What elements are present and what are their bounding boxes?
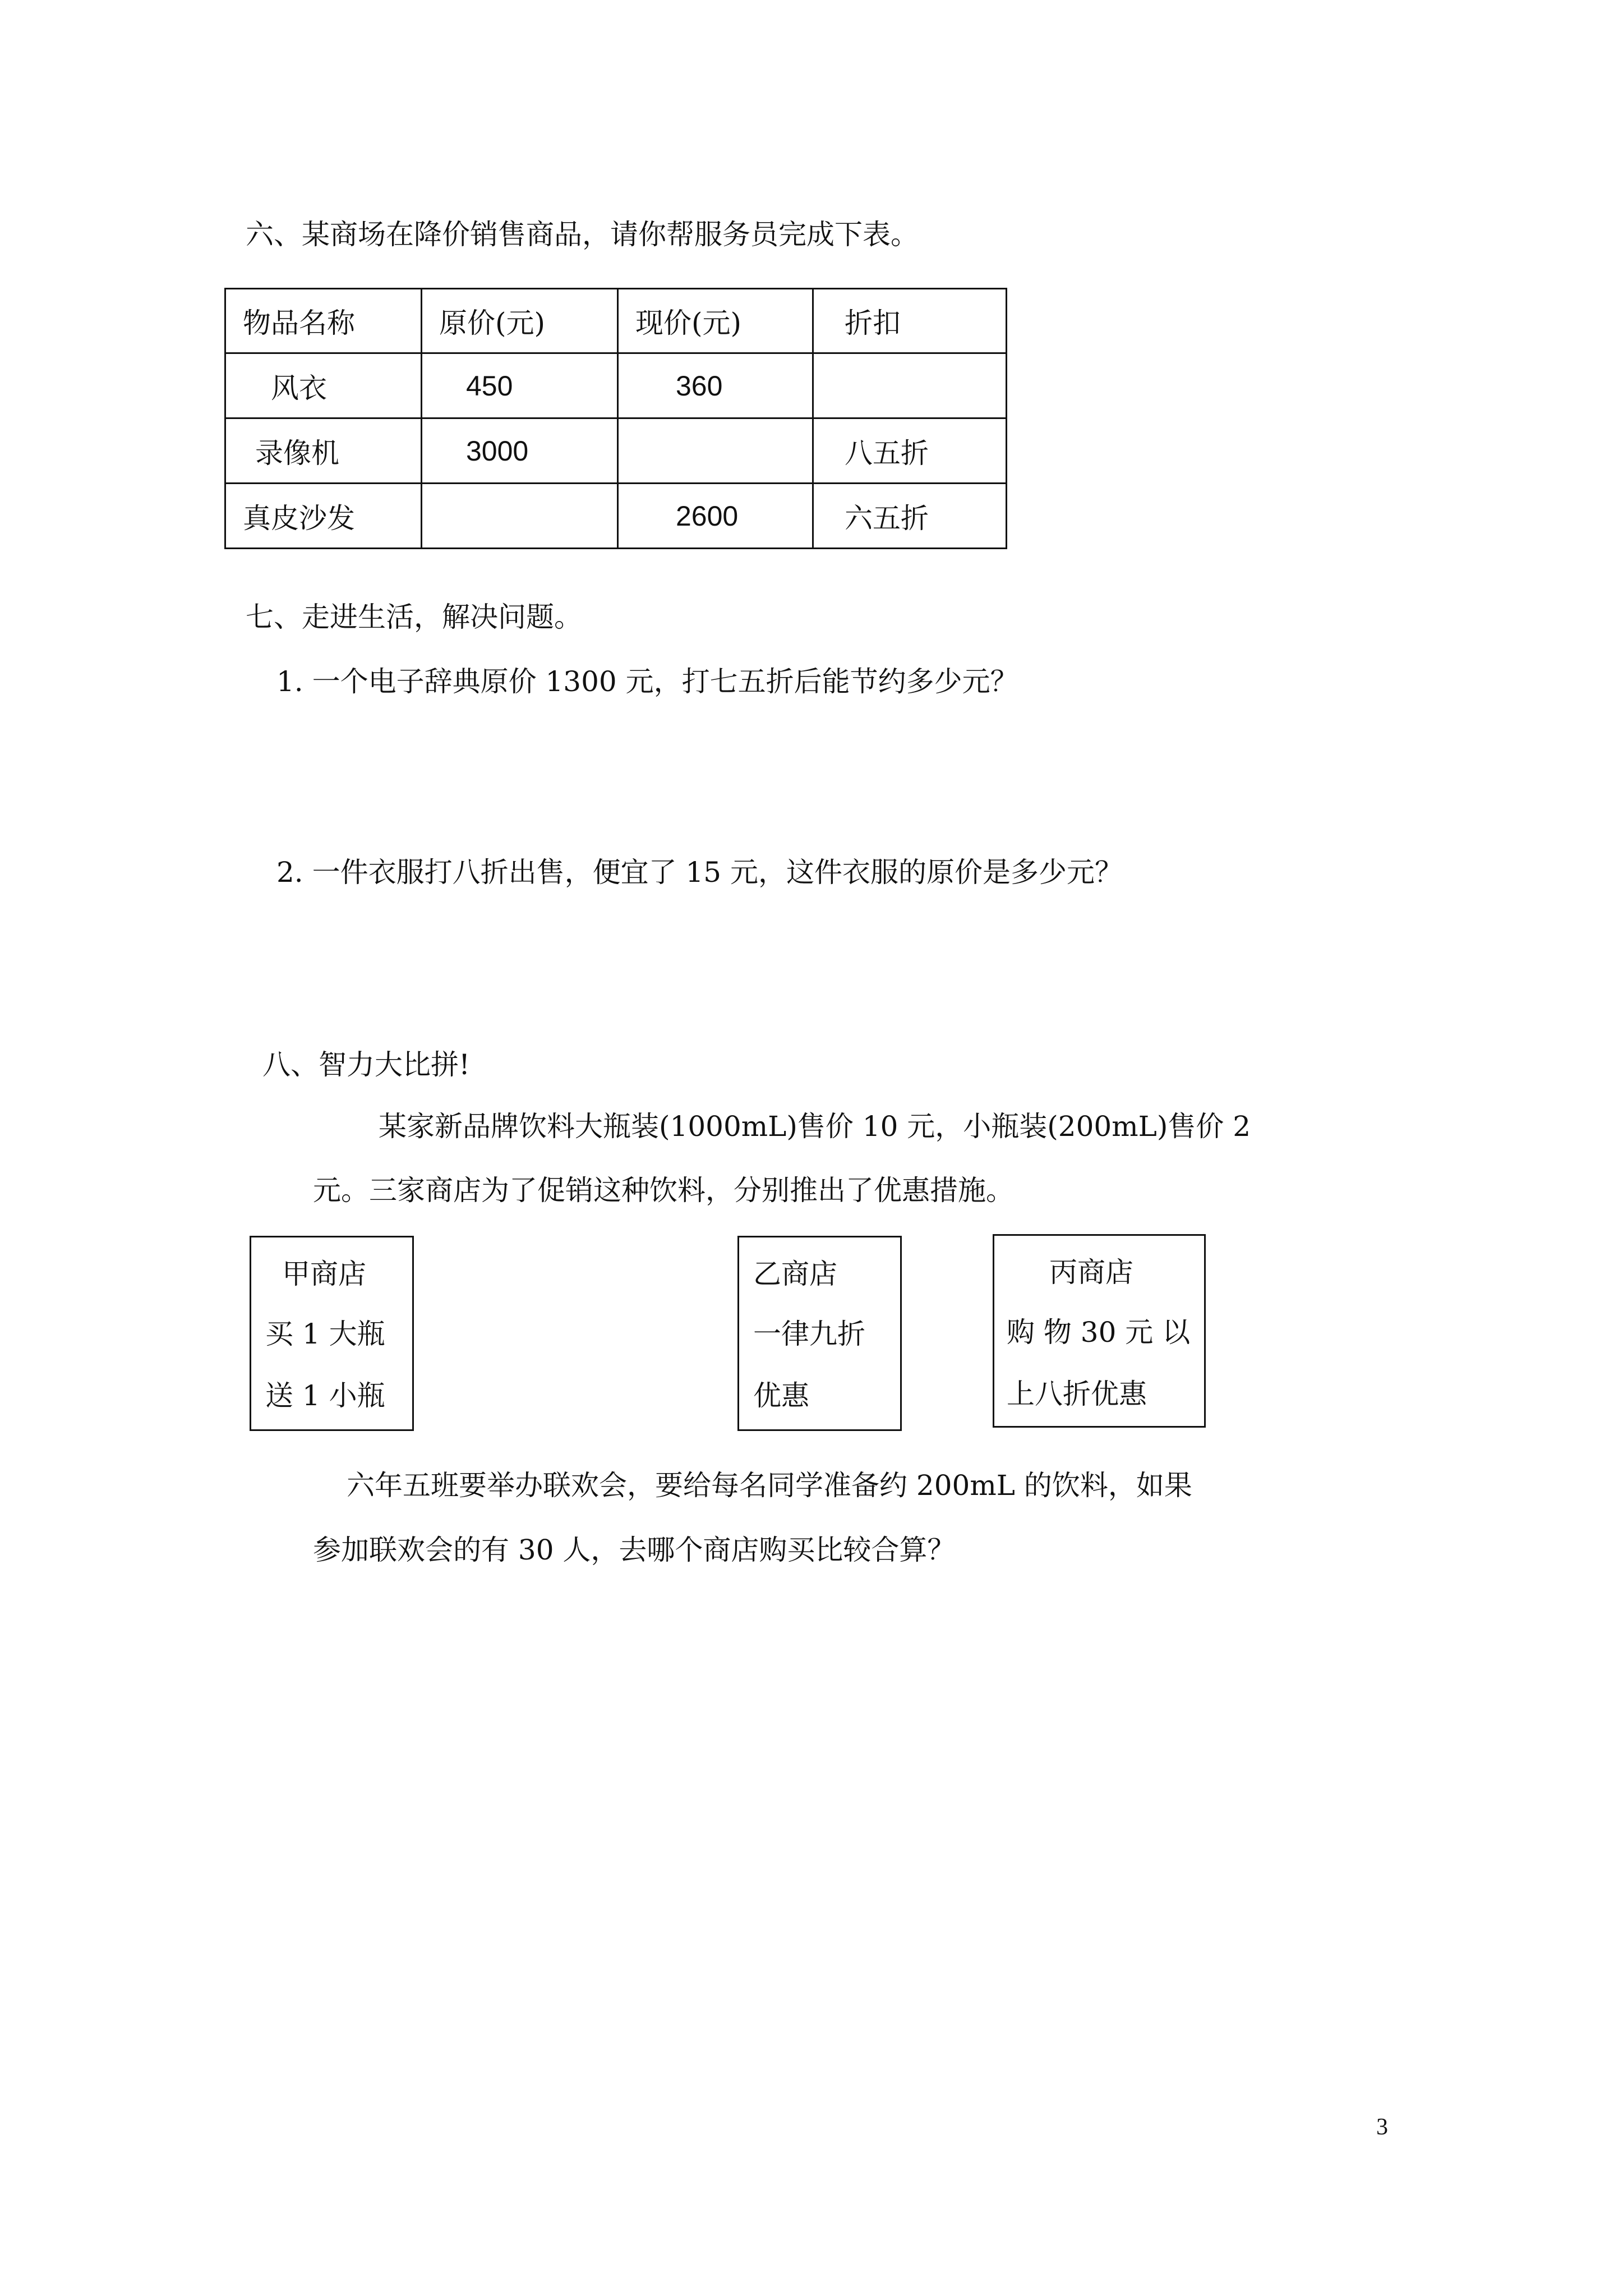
shop-yi-offer-line-1: 一律九折 (753, 1318, 865, 1350)
table-header-row (225, 289, 1007, 353)
shop-bing-box (993, 1234, 1206, 1428)
table-row (225, 418, 1007, 484)
table-header-cell: 现价(元) (618, 289, 813, 353)
question-2: 2. 一件衣服打八折出售，便宜了 15 元，这件衣服的原价是多少元？ (276, 856, 1123, 889)
table-row (225, 484, 1007, 549)
table-cell (422, 484, 618, 549)
shop-yi-box (737, 1236, 902, 1431)
table-cell: 录像机 (225, 418, 422, 484)
section-8-heading: 八、智力大比拼! (262, 1048, 471, 1081)
table-header-cell: 物品名称 (225, 289, 422, 353)
table-cell: 360 (618, 353, 813, 418)
section-7-heading: 七、走进生活，解决问题。 (246, 601, 582, 633)
table-cell: 六五折 (813, 484, 1007, 549)
shop-jia-offer-line-2: 送 1 小瓶 (265, 1379, 385, 1412)
table-header-cell: 原价(元) (422, 289, 618, 353)
shop-bing-offer-line-1: 购 物 30 元 以 (1007, 1316, 1191, 1349)
shop-bing-name: 丙商店 (1049, 1256, 1133, 1289)
table-cell: 风衣 (225, 353, 422, 418)
table-cell: 八五折 (813, 418, 1007, 484)
question-paragraph-line-2: 参加联欢会的有 30 人，去哪个商店购买比较合算？ (313, 1534, 956, 1566)
table-cell: 450 (422, 353, 618, 418)
shop-jia-offer-line-1: 买 1 大瓶 (265, 1318, 385, 1350)
table-cell: 2600 (618, 484, 813, 549)
shop-yi-offer-line-2: 优惠 (753, 1379, 809, 1412)
table-cell (813, 353, 1007, 418)
question-1: 1. 一个电子辞典原价 1300 元，打七五折后能节约多少元？ (276, 665, 1018, 698)
table-row (225, 353, 1007, 418)
shop-jia-name: 甲商店 (282, 1258, 366, 1290)
problem-paragraph-line-2: 元。三家商店为了促销这种饮料，分别推出了优惠措施。 (313, 1174, 1014, 1207)
table-cell: 3000 (422, 418, 618, 484)
table-cell (618, 418, 813, 484)
section-6-heading: 六、某商场在降价销售商品，请你帮服务员完成下表。 (246, 218, 919, 251)
question-paragraph-line-1: 六年五班要举办联欢会，要给每名同学准备约 200mL 的饮料，如果 (347, 1469, 1192, 1502)
shop-yi-name: 乙商店 (753, 1258, 837, 1290)
price-table (224, 288, 1007, 549)
shop-jia-box (250, 1236, 414, 1431)
shop-bing-offer-line-2: 上八折优惠 (1007, 1378, 1147, 1410)
page-number: 3 (1376, 2114, 1388, 2140)
table-header-cell: 折扣 (813, 289, 1007, 353)
table-cell: 真皮沙发 (225, 484, 422, 549)
problem-paragraph-line-1: 某家新品牌饮料大瓶装(1000mL)售价 10 元，小瓶装(200mL)售价 2 (379, 1110, 1251, 1143)
